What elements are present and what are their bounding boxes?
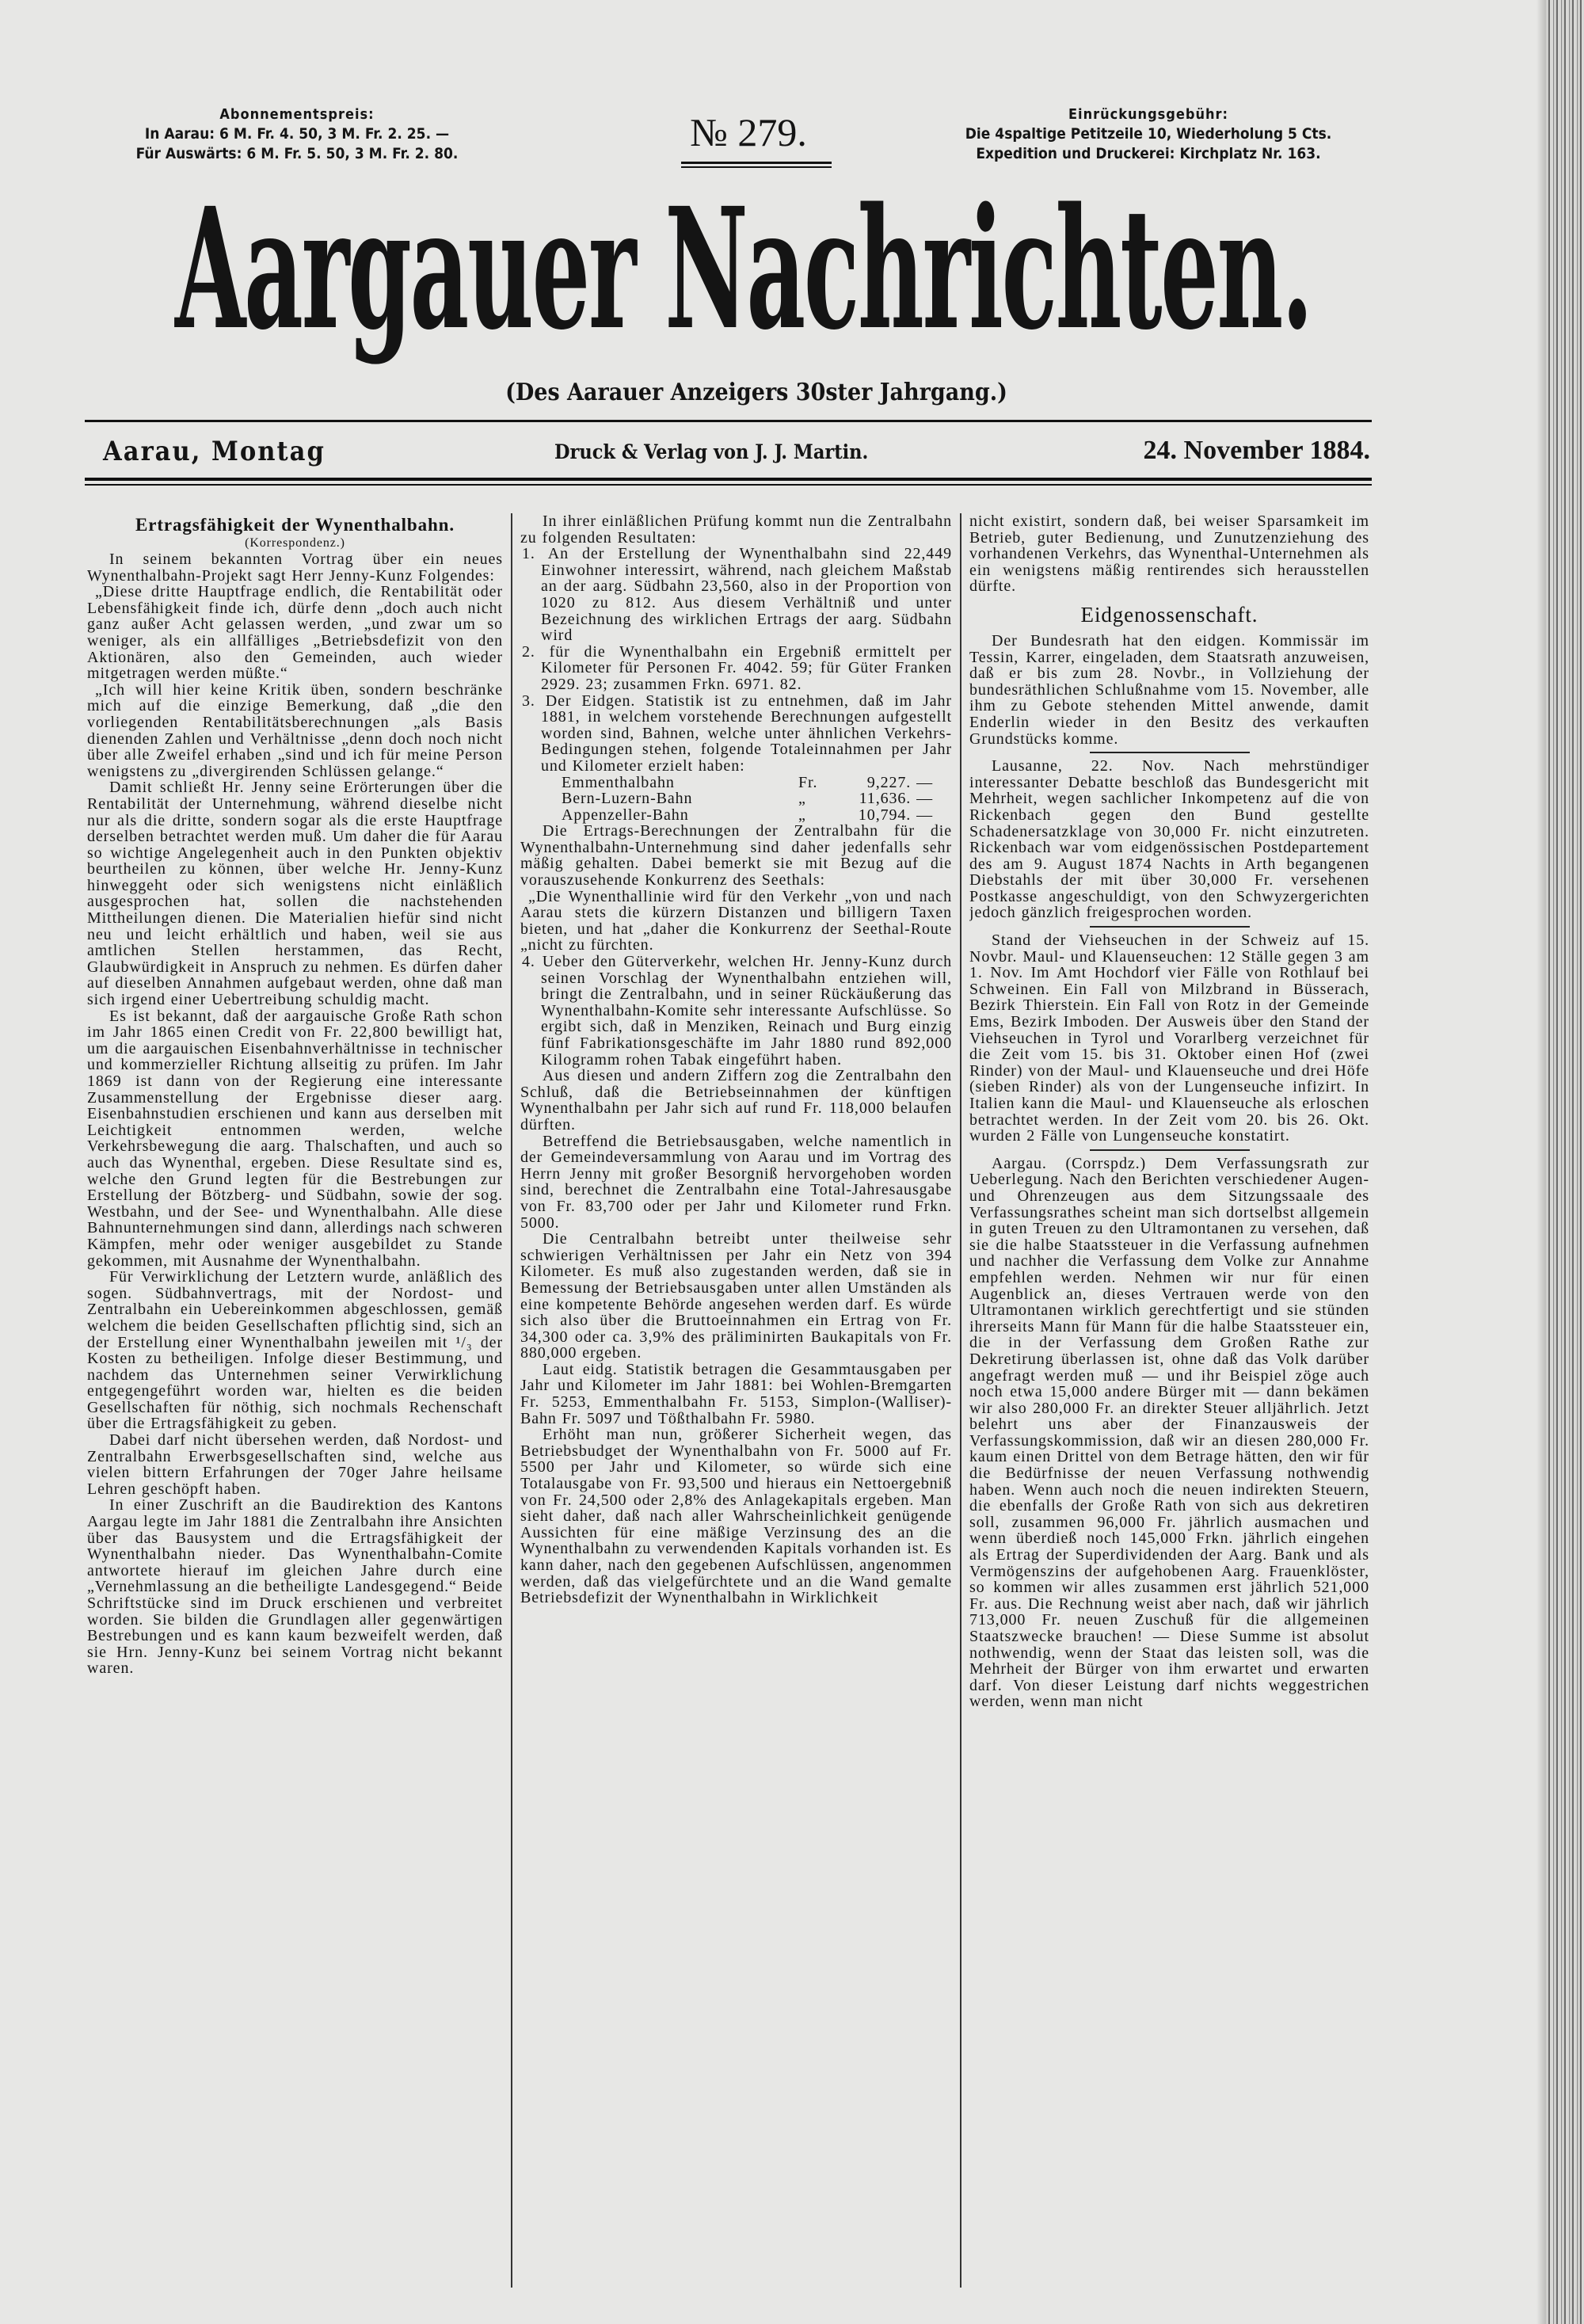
column-1 [87,513,503,2292]
paragraph: Betreffend die Betriebsausgaben, welche namentlich in der Gemeindeversammlung von Aarau und im Vortrag des Herrn Jenny mit großer Besorgniß hervorgehoben worden sind, berechnet die Zentralbahn eine Total-Jahresausgabe von Fr. 83,700 oder per Jahr und Kilometer rund Frkn. 5000. [520,1132,952,1232]
dateline-place-day: Aarau, Montag [103,436,326,467]
table-cell-name: Bern-Luzern-Bahn [562,790,693,808]
table-cell-value: 11,636. — [859,790,933,808]
table-cell-unit: „ [798,790,806,808]
paragraph: Erhöht man nun, größerer Sicherheit wegen, das Betriebsbudget der Wynenthalbahn von Fr. 5000 auf Fr. 5500 per Jahr und Kilometer, so würde sich eine Totalausgabe von Fr. 93,500 und hieraus ein Nettoergebniß von Fr. 24,500 oder 2,8% des Anlagekapitals ergeben. Man sieht daher, daß nach aller Wahrscheinlichkeit genügende Aussichten für eine mäßige Verzinsung des an die Wynenthalbahn zu verwendenden Kapitals vorhanden ist. Es kann daher, nach den gegebenen Aufschlüssen, angenommen werden, daß das vielgefürchtete und an die Wand gemalte Betriebsdefizit der Wynenthalbahn in Wirklichkeit [520,1426,952,1607]
table-row [520,791,952,807]
dateline [103,436,1370,471]
issue-underline [681,162,832,168]
stacked-page-edges [1546,0,1584,2324]
dateline-rule-bottom [85,484,1372,486]
paragraph: Die Centralbahn betreibt unter theilweise sehr schwierigen Verhältnissen per Jahr ein Netz von 394 Kilometer. Es muß also zugestanden werden, daß sie in Bemessung der Betriebsausgaben unter allen Umständen als eine kompetente Behörde angesehen werden darf. Es würde sich also über die Bruttoeinnahmen ein Ertrag von Fr. 34,300 oder ca. 3,9% des präliminirten Baukapitals von Fr. 880,000 ergeben. [520,1230,952,1362]
continued-paragraph: nicht existirt, sondern daß, bei weiser Sparsamkeit im Betrieb, guter Bedienung, und Zunutzenziehung des vorhandenen Verkehrs, das Wynenthal-Unternehmen als ein wenigstens mäßig rentirendes sich herausstellen dürfte. [969,513,1369,596]
subscription-heading: Abonnementspreis: [219,106,375,123]
fee-line-rates: Die 4spaltige Petitzeile 10, Wiederholung 5 Cts. [965,125,1332,143]
newspaper-title: Aargauer Nachrichten. [175,171,1312,367]
page-shadow [1536,0,1546,2324]
table-cell-unit: Fr. [798,773,818,791]
table-cell-value: 10,794. — [858,806,933,824]
dateline-rule-top [85,478,1372,481]
table-row [520,775,952,791]
table-cell-value: 9,227. — [866,773,933,791]
revenue-table [520,775,952,824]
column-3 [969,513,1369,2292]
article-separator [1090,1149,1250,1151]
paragraph: Der Bundesrath hat den eidgen. Kommissär im Tessin, Karrer, eingeladen, dem Staatsrath anzuweisen, daß er bis zum 28. Novbr., in Vollziehung der bundesräthlichen Schlußnahme vom 15. November, alle ihm zu Gebote stehenden Mittel anwende, damit Enderlin wieder in den Besitz des verkauften Grundstücks komme. [969,631,1369,748]
masthead-subtitle: (Des Aarauer Anzeigers 30ster Jahrgang.) [505,379,1007,406]
column-2 [520,513,952,2292]
numbered-paragraph: 4. Ueber den Güterverkehr, welchen Hr. Jenny-Kunz durch seinen Vorschlag der Wynenthalbahn entziehen will, bringt die Zentralbahn, und in seiner Rückäußerung das Wynenthalbahn-Komite sehr interessante Aufschlüsse. So ergibt sich, daß in Menziken, Reinach und Burg einzig fünf Fabrikationsgeschäfte im Jahr 1880 rund 892,000 Kilogramm rohen Tabak eingeführt haben. [522,953,952,1069]
article-separator [1090,926,1250,928]
paragraph: Dabei darf nicht übersehen werden, daß Nordost- und Zentralbahn Erwerbsgesellschaften sind, welche aus vielen bittern Erfahrungen der 70ger Jahre heilsame Lehren geschöpft haben. [87,1431,503,1498]
quoted-paragraph: „Die Wynenthallinie wird für den Verkehr „von und nach Aarau stets die kürzern Distanzen und billigern Taxen bieten, und hat „daher die Konkurrenz der Seethal-Route „nicht zu fürchten. [520,887,952,954]
issue-number: № 279. [690,110,807,154]
paragraph: Aus diesen und andern Ziffern zog die Zentralbahn den Schluß, daß die Betriebseinnahmen der künftigen Wynenthalbahn per Jahr sich auf rund Fr. 118,000 belaufen dürften. [520,1067,952,1133]
numbered-paragraph: 3. Der Eidgen. Statistik ist zu entnehmen, daß im Jahr 1881, in welchem vorstehende Berechnungen aufgestellt worden sind, Bahnen, welche unter ähnlichen Verkehrs-Bedingungen stehen, folgende Totaleinnahmen per Jahr und Kilometer erzielt haben: [522,691,952,775]
column-divider [511,513,512,2288]
table-cell-unit: „ [798,806,806,824]
masthead-rule [85,420,1372,422]
dateline-date: 24. November 1884. [1143,436,1370,465]
paragraph: Damit schließt Hr. Jenny seine Erörterungen über die Rentabilität der Unternehmung, während dieselbe nicht nur als die dritte, sondern sogar als die erste Hauptfrage derselben betrachtet werden muß. Um daher die für Aarau so wichtige Angelegenheit auch in den Punkten objektiv beurtheilen zu können, über welche Hr. Jenny-Kunz hinweggeht oder sich wenigstens nicht einläßlich ausgesprochen hat, sollen die nachstehenden Mittheilungen dienen. Die Materialien hiefür sind nicht neu und leicht erhältlich und haben, weil sie aus amtlichen Stellen herstammen, das Recht, Glaubwürdigkeit in Anspruch zu nehmen. Es dürfen daher auf dieselben Annahmen aufgebaut werden, ohne daß man sich irgend einer Uebertreibung schuldig macht. [87,779,503,1009]
quoted-paragraph: „Diese dritte Hauptfrage endlich, die Rentabilität oder Lebensfähigkeit finde ich, dürfe denn „doch auch nicht ganz außer Acht gelassen werden, „und zwar um so weniger, als ein allfälliges „Betriebsdefizit von den Aktionären, also den Gemeinden, auch wieder mitgetragen werden müßte.“ [87,583,503,683]
table-cell-name: Emmenthalbahn [562,773,675,791]
fee-heading: Einrückungsgebühr: [1068,106,1229,123]
article-byline: (Korrespondenz.) [245,536,345,550]
paragraph: In ihrer einläßlichen Prüfung kommt nun die Zentralbahn zu folgenden Resultaten: [520,513,952,547]
fee-line-office: Expedition und Druckerei: Kirchplatz Nr. 163. [976,145,1321,162]
dateline-publisher: Druck & Verlag von J. J. Martin. [554,440,869,463]
paragraph: In seinem bekannten Vortrag über ein neues Wynenthalbahn-Projekt sagt Herr Jenny-Kunz Folgendes: [87,551,503,585]
column-divider [960,513,961,2288]
subscription-line-local: In Aarau: 6 M. Fr. 4. 50, 3 M. Fr. 2. 25. — [144,125,450,143]
paragraph: In einer Zuschrift an die Baudirektion des Kantons Aargau legte im Jahr 1881 die Zentralbahn ihre Ansichten über das Bausystem und die Ertragsfähigkeit der Wynenthalbahn nieder. Das Wynenthalbahn-Comite antwortete hierauf im gleichen Jahre durch eine „Vernehmlassung an die betheiligte Landesgegend.“ Beide Schriftstücke sind im Druck erschienen und verbreitet worden. Sie bilden die Grundlagen aller gegenwärtigen Bestrebungen und es kann kaum bezweifelt werden, daß sie Hrn. Jenny-Kunz bei seinem Vortrag nicht bekannt waren. [87,1496,503,1678]
quoted-paragraph: „Ich will hier keine Kritik üben, sondern beschränke mich auf die einzige Bemerkung, daß „die den vorliegenden Rentabilitätsberechnungen „als Basis dienenden Zahlen und Verhältnisse „denn doch noch nicht über alle Zweifel erhaben „sind und ich für meine Person wenigstens zu „divergirenden Schlüssen gelange.“ [87,680,503,780]
insertion-fee-block [950,105,1346,164]
paragraph: Die Ertrags-Berechnungen der Zentralbahn für die Wynenthalbahn-Unternehmung sind daher jedenfalls sehr mäßig gehalten. Dabei bemerkt sie mit Bezug auf die vorauszusehende Konkurrenz des Seethals: [520,822,952,890]
table-cell-name: Appenzeller-Bahn [562,806,689,824]
subscription-price-block [119,105,475,164]
article-separator [1090,752,1250,753]
article-headline: Ertragsfähigkeit der Wynenthalbahn. [135,515,455,535]
paragraph: Stand der Viehseuchen in der Schweiz auf 15. Novbr. Maul- und Klauenseuchen: 12 Ställe gegen 3 am 1. Nov. Im Amt Hochdorf vier Fälle von Rothlauf bei Schweinen. Ein Fall von Milzbrand in Büsserach, Bezirk Thierstein. Ein Fall von Rotz in der Gemeinde Ems, Bezirk Imboden. Der Ausweis über den Stand der Viehseuchen in Tyrol und Vorarlberg verzeichnet für die Zeit vom 15. bis 31. Oktober einen Hof (zwei Rinder) von der Maul- und Klauenseuche und drei Höfe (sieben Rinder) als von der Lungenseuche infizirt. In Italien kann die Maul- und Klauenseuche als erloschen betrachtet werden. In der Zeit vom 20. bis 26. Okt. wurden 2 Fälle von Lungenseuche konstatirt. [969,932,1369,1145]
masthead-title [175,171,1312,367]
paragraph: Aargau. (Corrspdz.) Dem Verfassungsrath zur Ueberlegung. Nach den Berichten verschiedener Augen- und Ohrenzeugen aus dem Sitzungssaale des Verfassungsrathes scheint man sich dortselbst allgemein in guten Treuen zu den Ultramontanen zu versehen, daß sie die halbe Staatssteuer in die Verfassung aufnehmen und nachher die Verfassung dem Volke zur Annahme empfehlen werden. Nehmen wir nur für einen Augenblick an, dieses Vertrauen werde von den Ultramontanen wirklich gerechtfertigt und sie stünden ihrerseits Mann für Mann für die halbe Staatssteuer ein, die in der Verfassung dem Großen Rathe zur Dekretirung überlassen ist, ohne daß das Volk darüber angefragt werden muß — und ihr Beispiel zöge auch noch etwa 15,000 andere Bürger mit — dann bekämen wir also 280,000 Fr. an direkter Steuer alljährlich. Jetzt belehrt uns aber der Finanzausweis der Verfassungskommission, daß wir an diesen 280,000 Fr. kaum einen Drittel von dem Betrage hätten, den wir für die Bedürfnisse der neuen Verfassung nothwendig haben. Wenn auch noch die neuen indirekten Steuern, die ebenfalls der Große Rath von sich aus dekretiren soll, zusammen 96,000 Fr. jährlich ausmachen und wenn überdieß noch 145,000 Frkn. jährlich eingehen als Ertrag der Superdividenden der Aarg. Bank und als Vermögenszins der aufgehobenen Aarg. Frauenklöster, so kommen wir alles zusammen erst jährlich 521,000 Fr. aus. Die Rechnung weist aber nach, daß wir jährlich 713,000 Fr. neuen Zuschuß für die allgemeinen Staatszwecke brauchen! — Diese Summe ist absolut nothwendig, wenn der Staat das leisten soll, was die Mehrheit der Bürger von ihm erwartet und erwarten darf. Von dieser Leistung darf nichts weggestrichen werden, wenn man nicht [969,1154,1369,1711]
numbered-paragraph: 1. An der Erstellung der Wynenthalbahn sind 22,449 Einwohner interessirt, während, nach gleichem Maßstab an der aarg. Südbahn 23,560, also in der Proportion von 1020 zu 812. Aus diesem Verhältniß und unter Bezeichnung des wirklichen Ertrags der aarg. Südbahn wird [522,545,952,645]
paragraph: Für Verwirklichung der Letztern wurde, anläßlich des sogen. Südbahnvertrags, mit der Nordost- und Zentralbahn ein Uebereinkommen abgeschlossen, gemäß welchem die beiden Gesellschaften pflichtig sind, sich an der Erstellung einer Wynenthalbahn jeweilen mit ¹/₃ der Kosten zu betheiligen. Infolge dieser Bestimmung, und nachdem das Unternehmen seiner Verwirklichung entgegengeführt worden war, hielten es die beiden Gesellschaften für nöthig, sich nochmals Rechenschaft über die Ertragsfähigkeit zu geben. [87,1268,503,1433]
paragraph: Lausanne, 22. Nov. Nach mehrstündiger interessanter Debatte beschloß das Bundesgericht mit Mehrheit, wegen sachlicher Inkompetenz auf die von Rickenbach gegen den Bund gestellte Schadenersatzklage von 30,000 Fr. nicht einzutreten. Rickenbach war vom eidgenössischen Postdepartement des am 9. August 1874 Nachts in Arth begangenen Diebstahls der mit über 30,000 Fr. versehenen Postkasse angeschuldigt, von den Schwyzergerichten jedoch gänzlich freigesprochen worden. [969,757,1369,922]
section-headline: Eidgenossenschaft. [1080,602,1258,627]
table-row [520,807,952,824]
paragraph: Es ist bekannt, daß der aargauische Große Rath schon im Jahr 1865 einen Credit von Fr. 22,800 bewilligt hat, um die aargauischen Eisenbahnverhältnisse in technischer und kommerzieller Richtung allseitig zu prüfen. Im Jahr 1869 ist dann von der Regierung eine interessante Zusammenstellung der Ergebnisse dieser aarg. Eisenbahnstudien erschienen und kann aus derselben mit Leichtigkeit entnommen werden, welche Verkehrsbewegung die aarg. Thalschaften, und auch so auch das Wynenthal, ergeben. Diese Resultate sind es, welche den Grund legten für die Bestrebungen zur Erstellung der Bötzberg- und Südbahn, sowie der sog. Westbahn, und der See- und Wynenthalbahn. Alle diese Bahnunternehmungen sind dann, allerdings nach schweren Kämpfen, mehr oder weniger ausgebildet zu Stande gekommen, mit Ausnahme der Wynenthalbahn. [87,1007,503,1270]
paragraph: Laut eidg. Statistik betragen die Gesammtausgaben per Jahr und Kilometer im Jahr 1881: bei Wohlen-Bremgarten Fr. 5253, Emmenthalbahn Fr. 5153, Simplon-(Walliser)-Bahn Fr. 5097 und Tößthalbahn Fr. 5980. [520,1360,952,1427]
subscription-line-abroad: Für Auswärts: 6 M. Fr. 5. 50, 3 M. Fr. 2. 80. [135,145,459,162]
numbered-paragraph: 2. für die Wynenthalbahn ein Ergebniß ermittelt per Kilometer für Personen Fr. 4042. 59; für Güter Franken 2929. 23; zusammen Frkn. 6971. 82. [522,642,952,693]
